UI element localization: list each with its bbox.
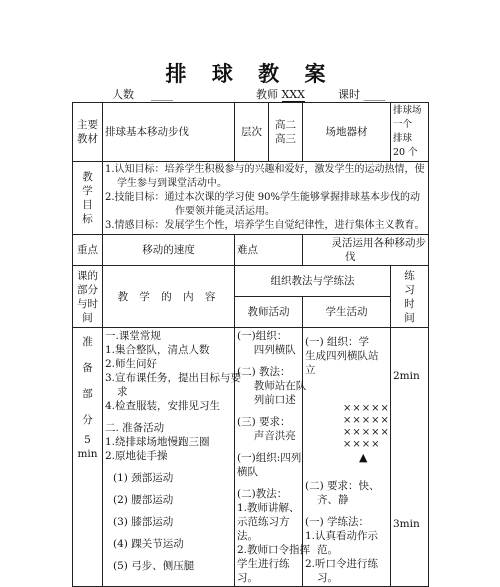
page-title: 排 球 教 案 xyxy=(165,61,335,86)
teacher-label: 教师 xyxy=(256,88,278,101)
level-label: 层次 xyxy=(235,103,269,162)
formation-row: ××××× xyxy=(343,427,390,438)
formation-row: ××××× xyxy=(343,415,390,426)
teacher-position-marker: ▲ xyxy=(359,451,368,464)
key-point-label: 重点 xyxy=(73,235,103,266)
preparation-section-row xyxy=(73,328,429,587)
teaching-content-header: 教 学 的 内 容 xyxy=(103,266,235,328)
people-count-label: 人数 xyxy=(112,88,134,101)
teacher-field xyxy=(256,86,305,102)
practice-time-content xyxy=(391,328,429,587)
period-field xyxy=(338,86,386,102)
preparation-part-label: 准 备 部 分 5 min xyxy=(73,328,103,587)
teacher-activity-header: 教师活动 xyxy=(235,297,303,328)
formation-row: ××××× xyxy=(343,403,390,414)
period-label: 课时 xyxy=(338,88,360,101)
teacher-value: XXX xyxy=(281,88,305,101)
venue-label: 场地器材 xyxy=(303,103,391,162)
teacher-activity-content: (一)组织： 四列横队 (二) 教法： 教师站在队 列前口述 (三) 要求： 声音洪亮 (一)组织:四列 横队 (二)教法： 1.教师讲解、 示范练习方 法。 2.教师口令指挥 学生进行练 习。 xyxy=(235,328,303,587)
venue-value: 排球场一个 排球 20 个 xyxy=(391,103,429,162)
formation-row: ×××× xyxy=(343,439,381,450)
student-activity-content: (一) 组织：学 生成四列横队站 立 ××××× ××××× ××××× ×××× ▲ (二) 要求：快、 齐、静 (一) 学练法： 1.认真看动作示 范。 2.听口令进行练 习。 xyxy=(303,328,391,587)
period-value: ____ xyxy=(363,88,386,101)
level-value: 高二 高三 xyxy=(269,103,303,162)
teaching-goals-row xyxy=(73,162,429,235)
practice-time-1: 2min xyxy=(393,370,420,382)
key-point-row xyxy=(73,235,429,266)
teaching-goals-label: 教 学 目 标 xyxy=(73,162,103,235)
preparation-content: 一.课堂常规 1.集合整队，清点人数 2.师生问好 3.宣布课任务，提出目标与要 求 4.检查服装，安排见习生 二. 准备活动 1.绕排球场地慢跑三圈 2.原地徒手操 (1) 颈部运动 (2) 腰部运动 (3) 膝部运动 (4) 踝关节运动 (5) 弓步、侧压腿 xyxy=(103,328,235,587)
main-material-content: 排球基本移动步伐 xyxy=(103,103,235,162)
people-count-value: ____ xyxy=(151,88,173,101)
lesson-part-header: 课的 部分 与时 间 xyxy=(73,266,103,328)
main-material-label: 主要 教材 xyxy=(73,103,103,162)
difficulty-content: 灵活运用各种移动步 伐 xyxy=(303,235,429,266)
student-formation xyxy=(305,403,388,451)
difficulty-label: 难点 xyxy=(235,235,303,266)
key-point-content: 移动的速度 xyxy=(103,235,235,266)
lesson-plan-table xyxy=(72,102,429,587)
column-header-row xyxy=(73,266,429,297)
teaching-goals-content: 1.认知目标：培养学生积极参与的兴趣和爱好，激发学生的运动热情，使 学生参与到课堂活动中。 2.技能目标：通过本次课的学习使 90%学生能够掌握排球基本步伐的动 作要领并能灵活运用。 3.情感目标：发展学生个性，培养学生自觉纪律性，进行集体主义教育。 xyxy=(103,162,429,235)
people-count-field xyxy=(112,86,173,102)
student-activity-header: 学生活动 xyxy=(303,297,391,328)
practice-time-header: 练 习 时 间 xyxy=(391,266,429,328)
practice-time-2: 3min xyxy=(393,518,420,530)
organization-method-header: 组织教法与学练法 xyxy=(235,266,391,297)
main-material-row xyxy=(73,103,429,162)
